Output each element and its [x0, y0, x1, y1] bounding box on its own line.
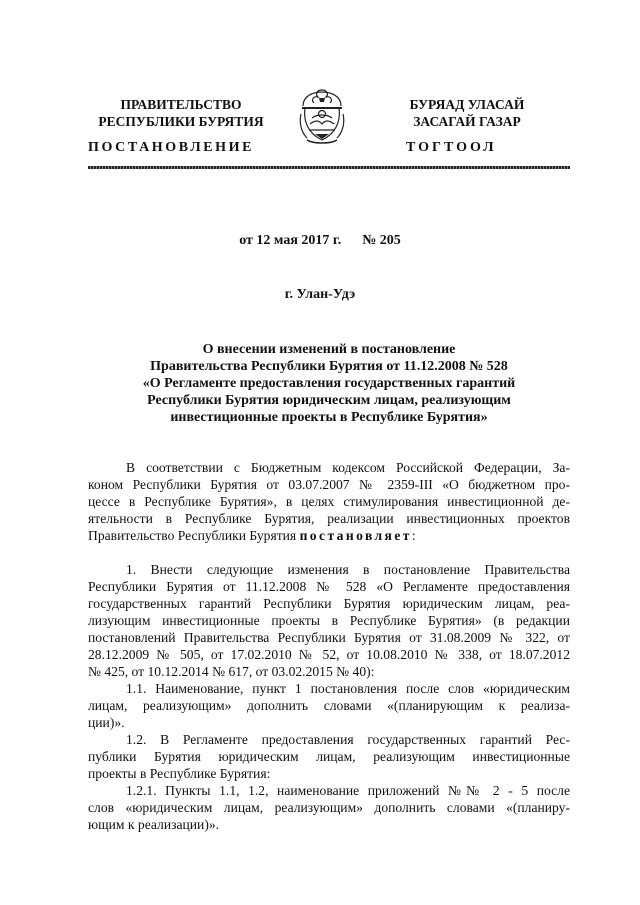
title-line: Правительства Республики Бурятия от 11.12.2008 № 528	[150, 359, 508, 374]
text-line: Республики Бурятия от 11.12.2008 № 528 «О Регламенте предоставления	[88, 579, 570, 594]
text-line: 1.2.1. Пункты 1.1, 1.2, наименование приложений №№ 2 - 5 после	[126, 783, 570, 798]
item-paragraph	[88, 782, 570, 833]
text-line: 1. Внести следующие изменения в постановление Правительства	[126, 562, 570, 577]
text-line: лицам, реализующим» дополнить словами «(планирующим к реализа-	[88, 698, 570, 713]
text-line: государственных гарантий Республики Бурятия юридическим лицам, реа-	[88, 596, 570, 611]
item-paragraph	[88, 680, 570, 731]
government-name-line: ЗАСАГАЙ ГАЗАР	[413, 114, 521, 129]
document-number: № 205	[362, 233, 401, 248]
text-line	[88, 527, 570, 544]
text-line: В соответствии с Бюджетным кодексом Российской Федерации, За-	[126, 460, 570, 475]
text-line: 1.2. В Регламенте предоставления государственных гарантий Рес-	[126, 732, 570, 747]
doc-type-russian: ПОСТАНОВЛЕНИЕ	[88, 140, 255, 155]
text-line: 1.1. Наименование, пункт 1 постановления после слов «юридическим	[126, 681, 570, 696]
government-name-line: РЕСПУБЛИКИ БУРЯТИЯ	[98, 114, 264, 129]
title-line: инвестиционные проекты в Республике Бурятия»	[170, 410, 488, 425]
item-paragraph	[88, 561, 570, 680]
government-name-line: БУРЯАД УЛАСАЙ	[409, 97, 525, 112]
text-line: лизующим инвестиционные проекты в Республике Бурятия» (в редакции	[88, 613, 570, 628]
text-line: проекты в Республике Бурятия:	[88, 766, 271, 781]
title-line: «О Регламенте предоставления государственных гарантий	[142, 376, 516, 391]
date-line	[0, 233, 640, 249]
text-line: публики Бурятия юридическим лицам, реализующим инвестиционные	[88, 749, 570, 764]
title-line: О внесении изменений в постановление	[202, 342, 456, 357]
item-paragraph	[88, 731, 570, 782]
text-line: цессе в Республике Бурятия», в целях стимулирования инвестиционной де-	[88, 494, 570, 509]
preamble-colon: :	[411, 528, 416, 543]
doc-type-buryat: ТОГТООЛ	[406, 140, 497, 155]
government-name-line: ПРАВИТЕЛЬСТВО	[120, 97, 242, 112]
text-line: ющим к реализации)».	[88, 817, 220, 832]
city: г. Улан-Удэ	[284, 287, 356, 302]
government-name-russian	[86, 96, 276, 130]
document-body	[88, 459, 570, 833]
preamble-paragraph	[88, 459, 570, 544]
text-line: ции)».	[88, 715, 125, 730]
text-line: слов «юридическим лицам, реализующим» дополнить словами «(планиру-	[88, 800, 570, 815]
text-line: 28.12.2009 № 505, от 17.02.2010 № 52, от 10.08.2010 № 338, от 18.07.2012	[88, 647, 570, 662]
document-title	[88, 341, 570, 426]
preamble-subject: Правительство Республики Бурятия	[88, 528, 300, 543]
government-name-buryat	[372, 96, 562, 130]
text-line: № 425, от 10.12.2014 № 617, от 03.02.2015 № 40):	[88, 664, 375, 679]
text-line: коном Республики Бурятия от 03.07.2007 № 2359-III «О бюджетном про-	[88, 477, 570, 492]
text-line: ятельности в Республике Бурятия, реализации инвестиционных проектов	[88, 511, 570, 526]
title-line: Республики Бурятия юридическим лицам, реализующим	[147, 393, 511, 408]
coat-of-arms-icon	[295, 84, 349, 148]
decree-word: постановляет	[299, 528, 412, 543]
header-divider	[88, 166, 570, 169]
document-date: от 12 мая 2017 г.	[239, 233, 342, 248]
text-line: постановлений Правительства Республики Бурятия от 31.08.2009 № 322, от	[88, 630, 570, 645]
